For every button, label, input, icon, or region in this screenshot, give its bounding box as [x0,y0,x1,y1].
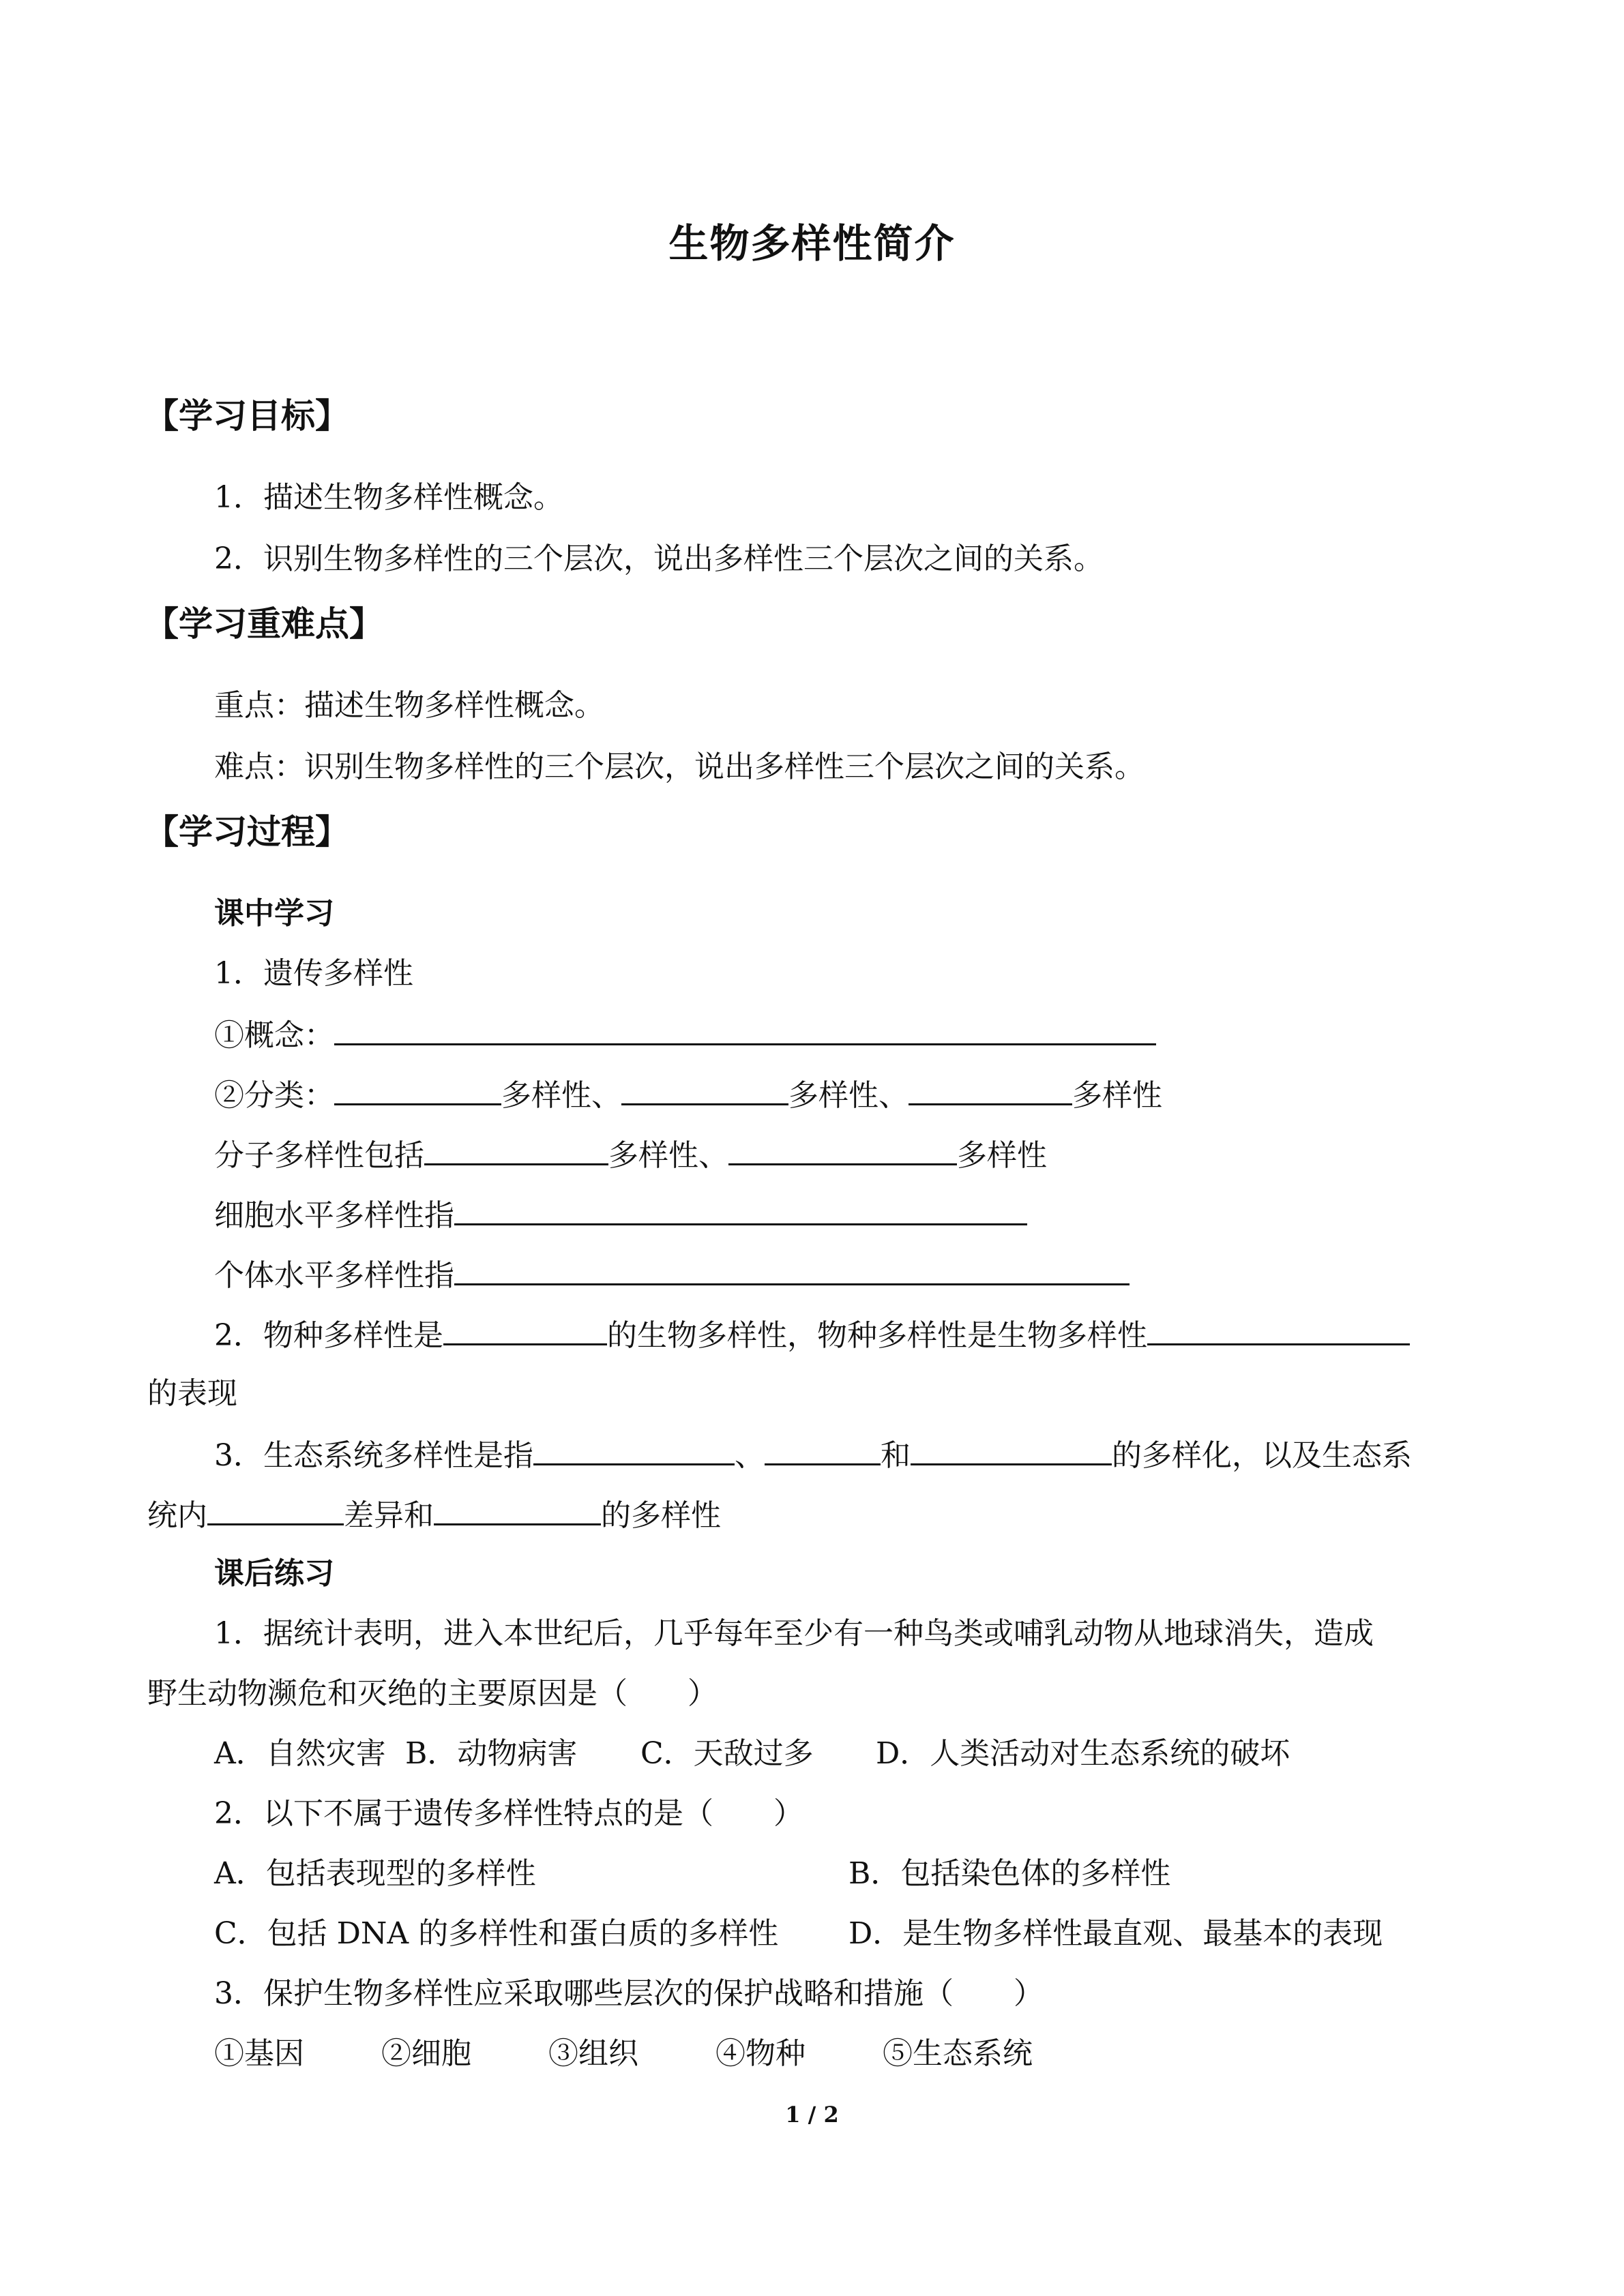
option-b[interactable]: B．动物病害 [405,1736,578,1771]
text: 统内 [147,1498,207,1533]
fill-blank[interactable] [533,1433,735,1465]
text: 多样性、 [501,1078,621,1113]
option-c[interactable]: C．包括 DNA 的多样性和蛋白质的多样性 [214,1916,779,1951]
practice-q3-items [214,2033,1033,2074]
practice-q1-line1: 1．据统计表明，进入本世纪后，几乎每年至少有一种鸟类或哺乳动物从地球消失，造成 [214,1616,1374,1651]
goal-item: 1．描述生物多样性概念。 [214,480,563,515]
fill-blank[interactable] [443,1313,607,1345]
text: 和 [881,1438,911,1473]
text: 2．物种多样性是 [214,1318,443,1353]
option-b[interactable]: B．包括染色体的多样性 [848,1856,1171,1891]
fill-blank[interactable] [909,1073,1072,1105]
option-d[interactable]: D．人类活动对生态系统的破坏 [876,1736,1290,1771]
fill-blank[interactable] [434,1493,601,1525]
fill-blank[interactable] [765,1433,881,1465]
classification-line [214,1073,1162,1116]
ecosystem-line-2 [147,1493,721,1536]
option-d[interactable]: D．是生物多样性最直观、最基本的表现 [848,1916,1383,1951]
keypoint-item: 难点：识别生物多样性的三个层次，说出多样性三个层次之间的关系。 [214,749,1145,784]
keypoint-item: 重点：描述生物多样性概念。 [214,688,604,723]
page-number: 1 / 2 [785,2102,839,2128]
item: ④物种 [715,2036,806,2071]
text: 多样性、 [608,1138,728,1173]
practice-q2-options-row2 [214,1913,1383,1954]
item: ①基因 [214,2036,304,2071]
text: 多样性、 [788,1078,909,1113]
fill-blank[interactable] [728,1133,957,1165]
species-line-end: 的表现 [147,1376,237,1411]
fill-blank[interactable] [334,1073,501,1105]
item: ⑤生态系统 [883,2036,1033,2071]
text: 分子多样性包括 [214,1138,424,1173]
text: 、 [735,1438,765,1473]
section-heading-keypoints: 【学习重难点】 [145,604,383,644]
text: 的生物多样性，物种多样性是生物多样性 [607,1318,1147,1353]
text: 差异和 [344,1498,434,1533]
item: ②细胞 [381,2036,471,2071]
fill-blank[interactable] [1147,1313,1410,1345]
question-title: 1．遗传多样性 [214,956,413,991]
fill-blank[interactable] [334,1013,1156,1045]
practice-heading: 课后练习 [214,1556,334,1591]
concept-label: ①概念： [214,1018,334,1053]
fill-blank[interactable] [454,1253,1130,1285]
text: 细胞水平多样性指 [214,1198,454,1233]
practice-q1-line2: 野生动物濒危和灭绝的主要原因是（ ） [147,1676,718,1711]
practice-q1-options [214,1733,1290,1774]
option-a[interactable]: A．包括表现型的多样性 [214,1856,536,1891]
fill-blank[interactable] [454,1193,1027,1225]
goal-item: 2．识别生物多样性的三个层次，说出多样性三个层次之间的关系。 [214,541,1104,576]
section-heading-goals: 【学习目标】 [145,396,349,436]
text: 的多样性 [601,1498,721,1533]
cell-level-line [214,1193,1027,1236]
fill-blank[interactable] [621,1073,788,1105]
text: 个体水平多样性指 [214,1258,454,1293]
document-title: 生物多样性简介 [668,220,956,267]
fill-blank[interactable] [424,1133,608,1165]
species-line [214,1313,1410,1356]
text: 多样性 [1072,1078,1162,1113]
fill-blank[interactable] [207,1493,344,1525]
fill-blank[interactable] [911,1433,1112,1465]
concept-line [214,1013,1156,1056]
section-heading-process: 【学习过程】 [145,812,349,852]
text: 的多样化，以及生态系 [1112,1438,1412,1473]
option-c[interactable]: C．天敌过多 [640,1736,814,1771]
text: 多样性 [957,1138,1047,1173]
class-learning-heading: 课中学习 [214,896,334,931]
option-a[interactable]: A．自然灾害 [214,1736,386,1771]
practice-q2-options-row1 [214,1853,1170,1894]
individual-level-line [214,1253,1130,1296]
text: 3．生态系统多样性是指 [214,1438,533,1473]
item: ③组织 [548,2036,638,2071]
ecosystem-line [214,1433,1412,1476]
practice-q2-stem: 2．以下不属于遗传多样性特点的是（ ） [214,1796,803,1831]
molecular-line [214,1133,1047,1176]
classification-label: ②分类： [214,1078,334,1113]
practice-q3-stem: 3．保护生物多样性应采取哪些层次的保护战略和措施（ ） [214,1976,1044,2011]
